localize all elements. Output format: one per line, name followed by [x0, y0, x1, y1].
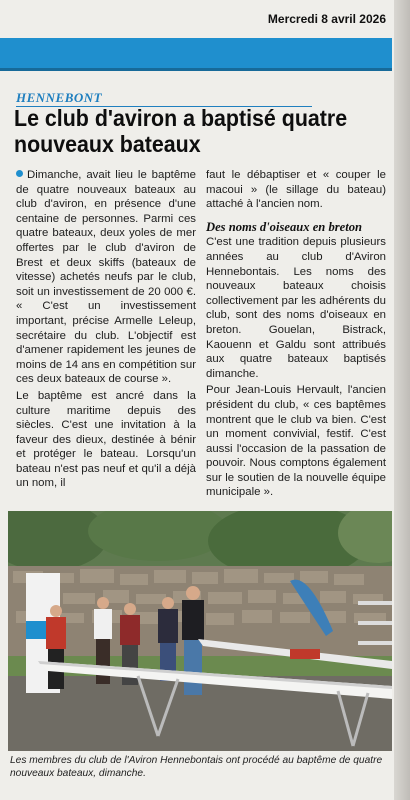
paragraph-2: Le baptême est ancré dans la culture maritime depuis des siècles. C'est une invitation à la faveur des dieux, destinée à bénir et protéger le bateau. Lorsqu'un bateau n'est pas neuf et qu'il a déjà un nom, il: [16, 389, 196, 490]
paragraph-1-text: Dimanche, avait lieu le baptême de quatre nouveaux bateaux au club d'aviron, en présence d'une centaine de personnes. Parmi ces quatre bateaux, deux yoles de mer offertes par le club d'aviron de Brest et deux skiffs (bateaux de vitesse) achetés neufs par le club, soit un investissement de 20 000 €. « C'est un investissement important, précise Armelle Leleup, secrétaire du club. L'objectif est d'amener rapidement les jeunes de moins de 14 ans en compétition sur ces deux bateaux de course ».: [16, 169, 196, 386]
article-headline: Le club d'aviron a baptisé quatre nouveaux bateaux: [14, 105, 348, 157]
photo-illustration: [8, 511, 392, 751]
section-band: [0, 38, 392, 68]
article-kicker: HENNEBONT: [16, 90, 312, 107]
paragraph-1: [16, 168, 196, 387]
photo-caption: Les membres du club de l'Aviron Hennebontais ont procédé au baptême de quatre nouveaux bateaux, dimanche.: [10, 755, 383, 779]
paragraph-4: C'est une tradition depuis plusieurs années au club d'Aviron Hennebontais. Les noms des nouveaux bateaux choisis collectivement par les adhérents du club, sont des noms d'oiseaux en breton. Gouelan, Bistrack, Kaouenn et Galdu sont attribués aux quatre bateaux baptisés dimanche.: [206, 236, 386, 380]
publication-date: Mercredi 8 avril 2026: [267, 12, 386, 26]
page-edge: [394, 0, 410, 800]
bullet-icon: [16, 170, 23, 177]
article-photo: [8, 511, 392, 751]
paragraph-5: Pour Jean-Louis Hervault, l'ancien président du club, « ces baptêmes montrent que le club va bien. C'est un moment convivial, festif. C'est aussi l'occasion de la passation de pouvoir. Nous comptons également sur le soutien de la nouvelle équipe municipale ».: [206, 384, 386, 499]
article-column-2: [206, 168, 386, 502]
article-column-1: [16, 168, 196, 493]
paragraph-3: faut le débaptiser et « couper le macoui » (le sillage du bateau) attaché à l'ancien nom.: [206, 169, 386, 211]
article-subhead: Des noms d'oiseaux en breton: [206, 219, 363, 234]
